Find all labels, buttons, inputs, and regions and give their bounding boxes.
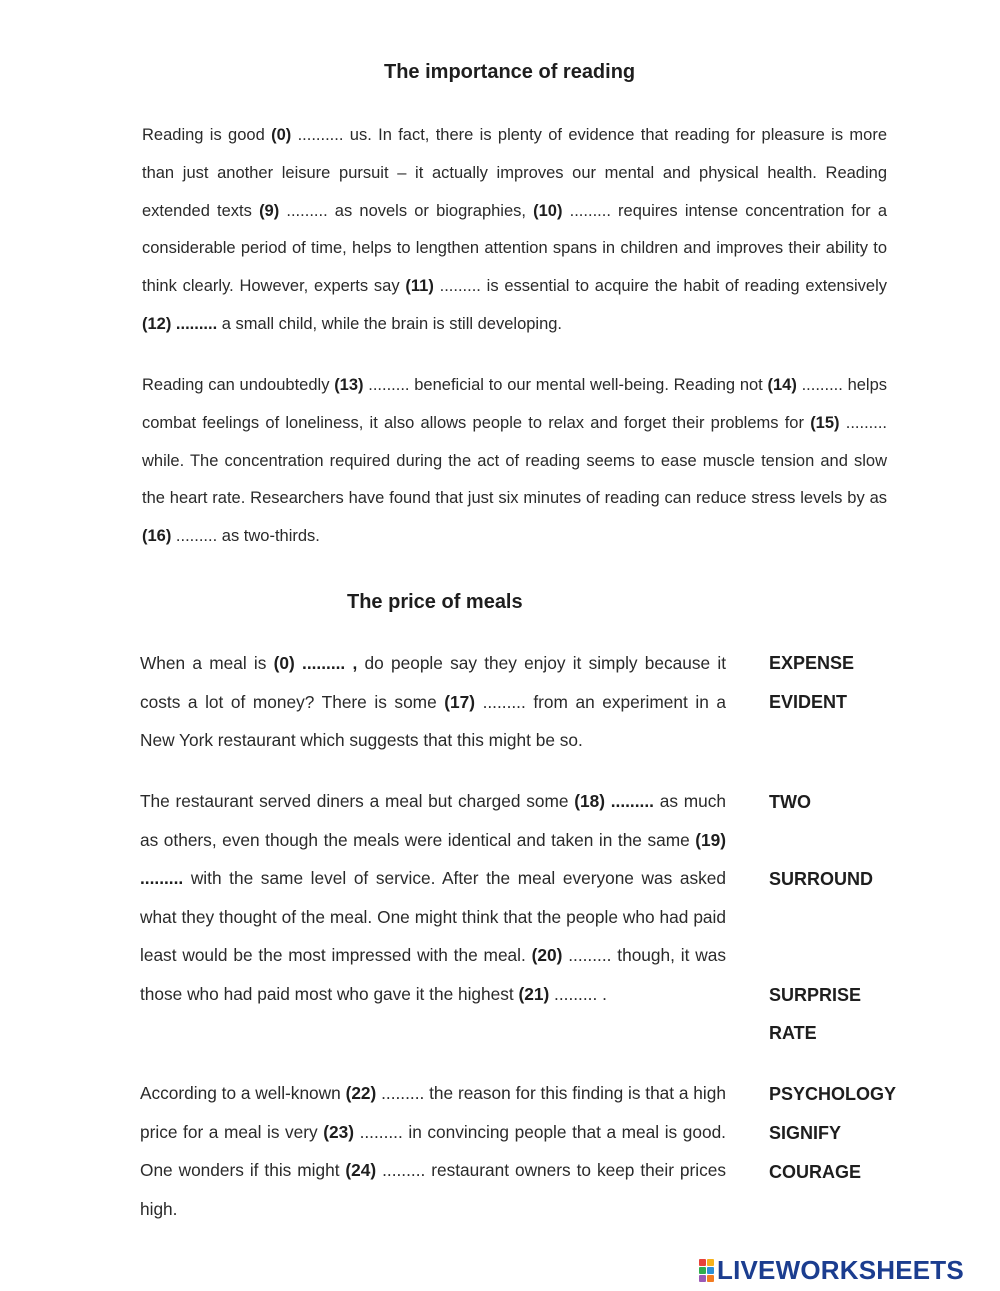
paragraph-text: ......... restaurant owners to keep their prices high. [140, 1160, 726, 1219]
logo-square [707, 1275, 714, 1282]
keyword-psychology: PSYCHOLOGY [769, 1084, 897, 1104]
gap-number: (13) [334, 376, 364, 394]
liveworksheets-logo[interactable] [699, 1255, 964, 1285]
meals-paragraph-3 [140, 1074, 726, 1228]
meals-paragraph-2 [140, 782, 726, 1014]
gap-number: (23) [323, 1121, 354, 1142]
gap-number: (14) [767, 376, 797, 394]
logo-square [699, 1259, 706, 1266]
gap-number: (20) [531, 945, 563, 966]
paragraph-text: Reading is good [142, 126, 272, 144]
logo-square [707, 1267, 714, 1274]
gap-number: (10) [533, 201, 563, 220]
section-title-meals: The price of meals [347, 591, 523, 613]
gap-number: (11) [405, 277, 434, 296]
gap-number: (12) ......... [142, 314, 218, 333]
brand-name: LIVEWORKSHEETS [717, 1254, 964, 1285]
keyword-signify: SIGNIFY [769, 1123, 842, 1143]
logo-square [707, 1259, 714, 1266]
gap-number: (0) [271, 126, 292, 144]
keyword-surround: SURROUND [769, 869, 874, 889]
meals-paragraph-1 [140, 644, 726, 760]
gap-number: (24) [345, 1160, 377, 1181]
reading-paragraph-1 [142, 117, 887, 344]
gap-number: (16) [142, 527, 172, 546]
gap-number: (15) [810, 413, 840, 432]
gap-number: (9) [259, 201, 280, 220]
paragraph-text: with the same level of service. After the meal everyone was asked what they thought of the meal. One might think that the people who had paid least would be the most impressed with the meal. [140, 868, 726, 966]
paragraph-text: ......... as novels or biographies, [279, 201, 534, 220]
keyword-courage: COURAGE [769, 1162, 862, 1182]
gap-number: (0) ......... , [273, 653, 358, 673]
paragraph-text: .......... us. In fact, there is plenty of evidence that reading for pleasure is more than just another leisure pursuit – it actually improves our mental and physical health. Reading extended texts [142, 126, 888, 220]
gap-number: (18) ......... [574, 791, 654, 811]
paragraph-text: a small child, while the brain is still developing. [217, 314, 563, 333]
paragraph-text: ......... beneficial to our mental well-being. Reading not [363, 376, 768, 394]
paragraph-text: ......... helps combat feelings of loneliness, it also allows people to relax and forget their problems for [142, 376, 888, 432]
paragraph-text: ......... while. The concentration required during the act of reading seems to ease muscle tension and slow the heart rate. Researchers have found that just six minutes of reading can reduce stress levels by as [142, 413, 887, 508]
paragraph-text: ......... . [549, 983, 607, 1004]
paragraph-text: According to a well-known [140, 1083, 346, 1103]
keyword-two: TWO [769, 792, 811, 812]
keyword-rate: RATE [769, 1023, 817, 1043]
logo-square [699, 1267, 706, 1274]
keyword-evident: EVIDENT [769, 692, 848, 712]
paragraph-text: ......... requires intense concentration for a considerable period of time, helps to lengthen attention spans in children and improves their ability to think clearly. However, experts say [142, 201, 888, 296]
section-title-reading: The importance of reading [384, 61, 636, 83]
paragraph-text: do people say they enjoy it simply because it costs a lot of money? There is some [140, 653, 726, 712]
paragraph-text: ......... as two-thirds. [171, 527, 320, 546]
gap-number: (22) [345, 1083, 377, 1103]
keyword-expense: EXPENSE [769, 653, 855, 673]
paragraph-text: Reading can undoubtedly [142, 376, 335, 394]
paragraph-text: ......... in convincing people that a meal is good. One wonders if this might [140, 1121, 726, 1181]
paragraph-text: When a meal is [140, 653, 274, 673]
gap-number: (19) ......... [140, 829, 726, 889]
logo-mark-icon [699, 1259, 714, 1282]
reading-paragraph-2 [142, 367, 887, 556]
keyword-surprise: SURPRISE [769, 985, 862, 1005]
paragraph-text: ......... though, it was those who had paid most who gave it the highest [140, 945, 726, 1004]
paragraph-text: The restaurant served diners a meal but charged some [140, 791, 575, 811]
gap-number: (17) [444, 691, 475, 712]
paragraph-text: as much as others, even though the meals were identical and taken in the same [140, 791, 726, 850]
paragraph-text: ......... the reason for this finding is that a high price for a meal is very [140, 1083, 726, 1142]
logo-square [699, 1275, 706, 1282]
paragraph-text: ......... is essential to acquire the habit of reading extensively [433, 277, 887, 296]
gap-number: (21) [518, 983, 550, 1004]
paragraph-text: ......... from an experiment in a New York restaurant which suggests that this might be so. [140, 691, 726, 751]
